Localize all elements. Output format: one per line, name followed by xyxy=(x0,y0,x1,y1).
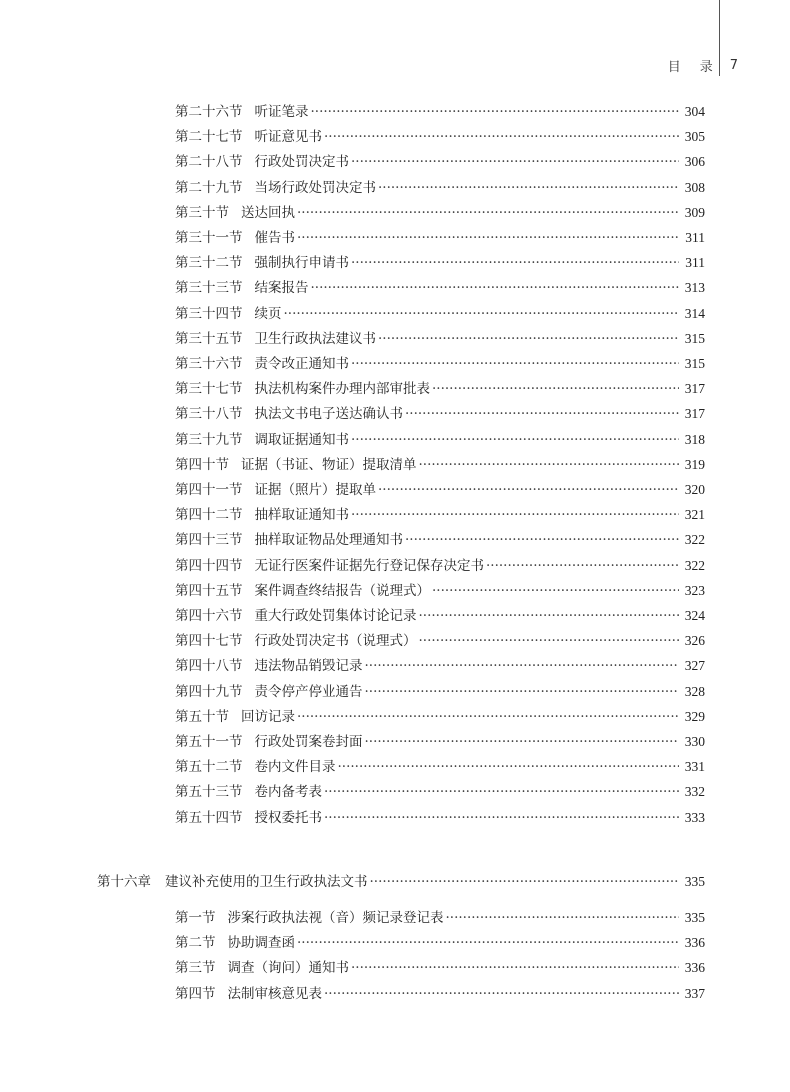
toc-entry-label: 第十六章 xyxy=(97,874,151,890)
toc-entry-title: 卫生行政执法建议书 xyxy=(254,331,376,347)
toc-entry-label: 第四十五节 xyxy=(175,583,243,599)
toc-section-entry[interactable] xyxy=(0,908,790,928)
toc-entry-label: 第三十一节 xyxy=(175,230,243,246)
toc-entry-title: 无证行医案件证据先行登记保存决定书 xyxy=(254,558,484,574)
toc-entry-title: 抽样取证通知书 xyxy=(254,507,349,523)
toc-entry-page: 329 xyxy=(684,709,705,724)
toc-entry-label: 第四十八节 xyxy=(175,658,243,674)
toc-entry-page: 321 xyxy=(684,507,705,522)
toc-section-entry[interactable] xyxy=(0,958,790,978)
header-page-number: 7 xyxy=(729,58,738,73)
toc-entry-label: 第三十七节 xyxy=(175,381,243,397)
toc-leader-dots xyxy=(351,354,679,374)
toc-entry-label: 第四十六节 xyxy=(175,608,243,624)
toc-entry-title: 行政处罚案卷封面 xyxy=(254,734,363,750)
toc-entry-title: 回访记录 xyxy=(241,709,295,725)
toc-leader-dots xyxy=(324,984,679,1004)
toc-entry-label: 第三十四节 xyxy=(175,306,243,322)
toc-entry-title: 调取证据通知书 xyxy=(254,432,349,448)
toc-entry-label: 第一节 xyxy=(175,910,216,926)
toc-entry-page: 336 xyxy=(684,960,705,975)
toc-section-entry[interactable] xyxy=(0,329,790,349)
toc-entry-title: 听证笔录 xyxy=(254,104,309,120)
toc-section-entry[interactable] xyxy=(0,757,790,777)
toc-entry-title: 强制执行申请书 xyxy=(254,255,349,271)
toc-entry-title: 行政处罚决定书（说理式） xyxy=(254,633,417,649)
toc-entry-page: 315 xyxy=(684,356,705,371)
toc-section-entry[interactable] xyxy=(0,707,790,727)
toc-section-entry[interactable] xyxy=(0,404,790,424)
toc-leader-dots xyxy=(297,203,679,223)
toc-entry-label: 第三十节 xyxy=(175,205,229,221)
toc-entry-page: 304 xyxy=(684,104,705,119)
toc-section-entry[interactable] xyxy=(0,782,790,802)
toc-entry-label: 第三十九节 xyxy=(175,432,243,448)
header-title: 目 录 xyxy=(667,60,716,75)
toc-leader-dots xyxy=(405,404,679,424)
toc-entry-label: 第五十三节 xyxy=(175,784,243,800)
toc-entry-page: 333 xyxy=(684,810,705,825)
running-header xyxy=(668,56,738,75)
toc-entry-title: 责令改正通知书 xyxy=(254,356,349,372)
toc-section-entry[interactable] xyxy=(0,933,790,953)
toc-entry-label: 第五十节 xyxy=(175,709,229,725)
toc-entry-title: 违法物品销毁记录 xyxy=(254,658,363,674)
toc-entry-title: 建议补充使用的卫生行政执法文书 xyxy=(165,874,368,890)
toc-entry-label: 第五十四节 xyxy=(175,810,243,826)
toc-section-entry[interactable] xyxy=(0,253,790,273)
toc-section-entry[interactable] xyxy=(0,984,790,1004)
toc-entry-label: 第五十二节 xyxy=(175,759,243,775)
toc-entry-title: 证据（照片）提取单 xyxy=(254,482,376,498)
toc-entry-page: 306 xyxy=(684,154,705,169)
toc-section-entry[interactable] xyxy=(0,505,790,525)
toc-leader-dots xyxy=(378,329,679,349)
toc-section-entry[interactable] xyxy=(0,102,790,122)
toc-entry-title: 协助调查函 xyxy=(227,935,295,951)
toc-section-entry[interactable] xyxy=(0,556,790,576)
toc-entry-page: 328 xyxy=(684,684,705,699)
toc-section-entry[interactable] xyxy=(0,178,790,198)
toc-section-entry[interactable] xyxy=(0,379,790,399)
toc-entry-label: 第二节 xyxy=(175,935,216,951)
toc-entry-title: 案件调查终结报告（说理式） xyxy=(254,583,430,599)
toc-entry-label: 第二十六节 xyxy=(175,104,243,120)
toc-section-entry[interactable] xyxy=(0,354,790,374)
toc-entry-page: 324 xyxy=(684,608,705,623)
toc-entry-title: 当场行政处罚决定书 xyxy=(254,180,376,196)
toc-leader-dots xyxy=(351,253,679,273)
toc-entry-title: 卷内文件目录 xyxy=(254,759,336,775)
toc-entry-page: 314 xyxy=(684,306,705,321)
toc-entry-label: 第三十六节 xyxy=(175,356,243,372)
toc-leader-dots xyxy=(486,556,679,576)
toc-entry-page: 313 xyxy=(684,280,705,295)
toc-entry-title: 授权委托书 xyxy=(254,810,322,826)
toc-entry-label: 第二十七节 xyxy=(175,129,243,145)
toc-section-entry[interactable] xyxy=(0,606,790,626)
toc-entry-page: 308 xyxy=(684,180,705,195)
toc-entry-page: 315 xyxy=(684,331,705,346)
toc-leader-dots xyxy=(324,127,679,147)
toc-section-entry[interactable] xyxy=(0,203,790,223)
toc-leader-dots xyxy=(419,631,679,651)
toc-entry-page: 327 xyxy=(684,658,705,673)
toc-leader-dots xyxy=(351,430,679,450)
toc-entry-title: 法制审核意见表 xyxy=(227,986,322,1002)
toc-entry-title: 责令停产停业通告 xyxy=(254,684,363,700)
toc-entry-label: 第四节 xyxy=(175,986,216,1002)
toc-entry-title: 结案报告 xyxy=(254,280,309,296)
toc-leader-dots xyxy=(365,732,679,752)
toc-entry-label: 第四十节 xyxy=(175,457,229,473)
toc-entry-label: 第四十四节 xyxy=(175,558,243,574)
toc-entry-page: 322 xyxy=(684,558,705,573)
toc-entry-page: 326 xyxy=(684,633,705,648)
toc-entry-page: 330 xyxy=(684,734,705,749)
toc-section-entry[interactable] xyxy=(0,656,790,676)
toc-leader-dots xyxy=(311,102,679,122)
toc-leader-dots xyxy=(419,606,679,626)
toc-leader-dots xyxy=(370,872,679,892)
toc-entry-page: 311 xyxy=(685,255,705,270)
toc-entry-page: 305 xyxy=(684,129,705,144)
toc-entry-page: 323 xyxy=(684,583,705,598)
toc-entry-title: 续页 xyxy=(254,306,282,322)
toc-leader-dots xyxy=(365,682,679,702)
toc-entry-label: 第二十八节 xyxy=(175,154,243,170)
toc-entry-label: 第三十三节 xyxy=(175,280,243,296)
toc-entry-page: 319 xyxy=(684,457,705,472)
toc-entry-page: 318 xyxy=(684,432,705,447)
toc-section-entry[interactable] xyxy=(0,682,790,702)
toc-leader-dots xyxy=(446,908,679,928)
toc-entry-title: 抽样取证物品处理通知书 xyxy=(254,532,403,548)
toc-chapter-entry[interactable] xyxy=(0,872,790,892)
toc-entry-page: 317 xyxy=(684,381,705,396)
toc-entry-label: 第三十五节 xyxy=(175,331,243,347)
toc-leader-dots xyxy=(351,505,679,525)
toc-entry-page: 311 xyxy=(685,230,705,245)
toc-section-entry[interactable] xyxy=(0,581,790,601)
toc-entry-title: 执法文书电子送达确认书 xyxy=(254,406,403,422)
toc-leader-dots xyxy=(297,933,679,953)
toc-section-entry[interactable] xyxy=(0,430,790,450)
toc-entry-title: 证据（书证、物证）提取清单 xyxy=(241,457,417,473)
toc-section-entry[interactable] xyxy=(0,732,790,752)
toc-entry-label: 第四十二节 xyxy=(175,507,243,523)
toc-leader-dots xyxy=(378,480,679,500)
toc-leader-dots xyxy=(378,178,679,198)
toc-leader-dots xyxy=(297,228,679,248)
toc-entry-title: 涉案行政执法视（音）频记录登记表 xyxy=(227,910,444,926)
toc-section-entry[interactable] xyxy=(0,530,790,550)
toc-entry-page: 317 xyxy=(684,406,705,421)
toc-entry-title: 卷内备考表 xyxy=(254,784,322,800)
toc-entry-title: 行政处罚决定书 xyxy=(254,154,349,170)
toc-leader-dots xyxy=(432,581,679,601)
toc-entry-label: 第三十八节 xyxy=(175,406,243,422)
toc-entry-title: 听证意见书 xyxy=(254,129,322,145)
toc-entry-label: 第四十七节 xyxy=(175,633,243,649)
toc-entry-title: 重大行政处罚集体讨论记录 xyxy=(254,608,417,624)
toc-entry-label: 第三十二节 xyxy=(175,255,243,271)
toc-leader-dots xyxy=(432,379,679,399)
toc-section-entry[interactable] xyxy=(0,152,790,172)
toc-entry-page: 335 xyxy=(684,874,705,889)
toc-entry-page: 322 xyxy=(684,532,705,547)
toc-leader-dots xyxy=(405,530,679,550)
toc-leader-dots xyxy=(324,808,679,828)
toc-entry-page: 332 xyxy=(684,784,705,799)
toc-section-entry[interactable] xyxy=(0,127,790,147)
toc-leader-dots xyxy=(311,278,679,298)
toc-entry-page: 331 xyxy=(684,759,705,774)
toc-leader-dots xyxy=(338,757,679,777)
toc-entry-label: 第五十一节 xyxy=(175,734,243,750)
toc-leader-dots xyxy=(324,782,679,802)
toc-entry-title: 调查（询问）通知书 xyxy=(227,960,349,976)
toc-entry-label: 第四十一节 xyxy=(175,482,243,498)
toc-leader-dots xyxy=(284,304,679,324)
toc-section-entry[interactable] xyxy=(0,808,790,828)
toc-leader-dots xyxy=(297,707,679,727)
toc-entry-label: 第三节 xyxy=(175,960,216,976)
toc-section-entry[interactable] xyxy=(0,455,790,475)
toc-entry-title: 送达回执 xyxy=(241,205,295,221)
toc-entry-page: 320 xyxy=(684,482,705,497)
toc-section-entry[interactable] xyxy=(0,278,790,298)
toc-entry-label: 第四十三节 xyxy=(175,532,243,548)
toc-entry-label: 第二十九节 xyxy=(175,180,243,196)
toc-leader-dots xyxy=(419,455,679,475)
toc-section-entry[interactable] xyxy=(0,480,790,500)
toc-entry-page: 335 xyxy=(684,910,705,925)
toc-entry-page: 309 xyxy=(684,205,705,220)
toc-leader-dots xyxy=(351,152,679,172)
toc-entry-page: 336 xyxy=(684,935,705,950)
toc-section-entry[interactable] xyxy=(0,228,790,248)
toc-section-entry[interactable] xyxy=(0,304,790,324)
toc-entry-page: 337 xyxy=(684,986,705,1001)
toc-entry-title: 执法机构案件办理内部审批表 xyxy=(254,381,430,397)
toc-leader-dots xyxy=(351,958,679,978)
toc-entry-label: 第四十九节 xyxy=(175,684,243,700)
toc-leader-dots xyxy=(365,656,679,676)
toc-entry-title: 催告书 xyxy=(254,230,295,246)
toc-section-entry[interactable] xyxy=(0,631,790,651)
